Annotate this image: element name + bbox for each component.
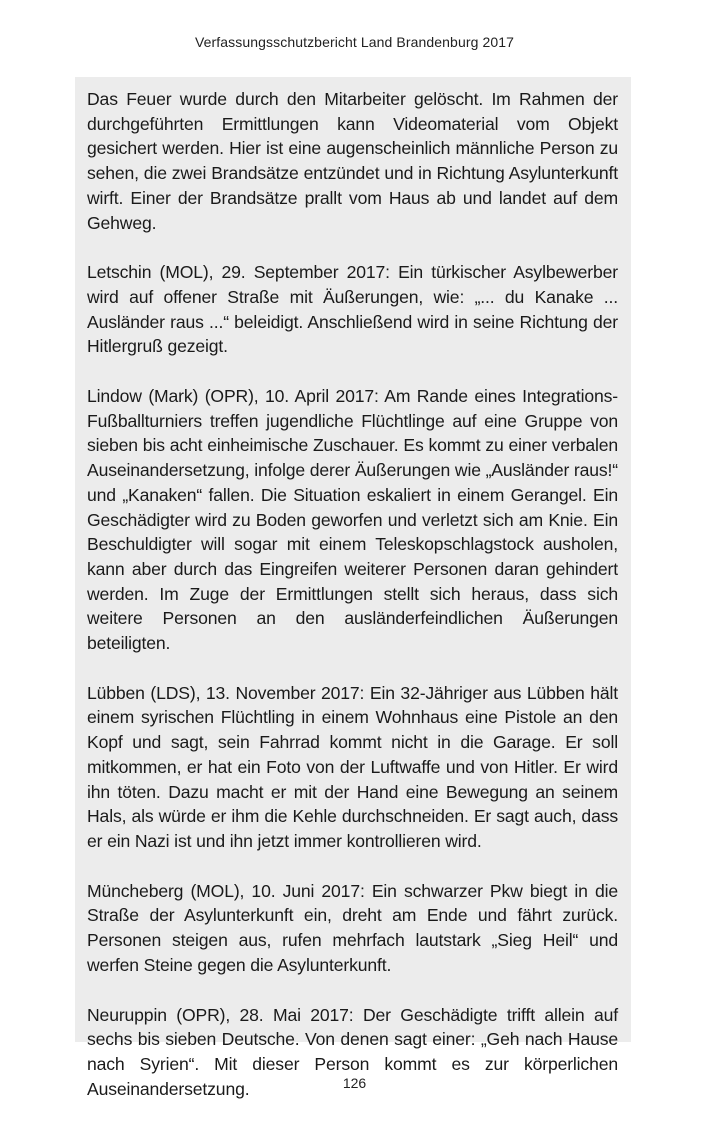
incident-paragraph: Müncheberg (MOL), 10. Juni 2017: Ein schwarzer Pkw biegt in die Straße der Asylunterkunft ein, dreht am Ende und fährt zurück. Personen steigen aus, rufen mehrfach lautstark „Sieg Heil“ und werfen Steine gegen die Asylunterkunft.: [87, 880, 618, 975]
incident-paragraph: Letschin (MOL), 29. September 2017: Ein türkischer Asylbewerber wird auf offener Straße mit Äußerungen, wie: „... du Kanake ... Ausländer raus ...“ beleidigt. Anschließend wird in seine Richtung der Hitlergruß gezeigt.: [87, 262, 618, 357]
incident-paragraph: Lübben (LDS), 13. November 2017: Ein 32-Jähriger aus Lübben hält einem syrischen Flüchtling in einem Wohnhaus eine Pistole an den Kopf und sagt, sein Fahrrad kommt nicht in die Garage. Er soll mitkommen, er hat ein Foto von der Luftwaffe und von Hitler. Er wird ihn töten. Dazu macht er mit der Hand eine Bewegung an seinem Hals, als würde er ihm die Kehle durchschneiden. Er sagt auch, dass er ein Nazi ist und ihn jetzt immer kontrollieren wird.: [87, 682, 618, 851]
incident-paragraph: Das Feuer wurde durch den Mitarbeiter gelöscht. Im Rahmen der durchgeführten Ermittlungen kann Videomaterial vom Objekt gesichert werden. Hier ist eine augenscheinlich männliche Person zu sehen, die zwei Brandsätze entzündet und in Richtung Asylunterkunft wirft. Einer der Brandsätze prallt vom Haus ab und landet auf dem Gehweg.: [87, 89, 618, 233]
incident-paragraph: Neuruppin (OPR), 28. Mai 2017: Der Geschädigte trifft allein auf sechs bis sieben Deutsche. Von denen sagt einer: „Geh nach Hause nach Syrien“. Mit dieser Person kommt es zur körperlichen Auseinandersetzung.: [87, 1004, 618, 1099]
page-number: 126: [342, 1075, 367, 1091]
running-header: Verfassungsschutzbericht Land Brandenburg 2017: [194, 34, 515, 50]
incident-paragraph: Lindow (Mark) (OPR), 10. April 2017: Am Rande eines Integrations-Fußballturniers treffen jugendliche Flüchtlinge auf eine Gruppe von sieben bis acht einheimische Zuschauer. Es kommt zu einer verbalen Auseinandersetzung, infolge derer Äußerungen wie „Ausländer raus!“ und „Kanaken“ fallen. Die Situation eskaliert in einem Gerangel. Ein Geschädigter wird zu Boden geworfen und verletzt sich am Knie. Ein Beschuldigter will sogar mit einem Teleskopschlagstock ausholen, kann aber durch das Eingreifen weiterer Personen daran gehindert werden. Im Zuge der Ermittlungen stellt sich heraus, dass sich weitere Personen an den ausländerfeindlichen Äußerungen beteiligten.: [87, 386, 618, 654]
